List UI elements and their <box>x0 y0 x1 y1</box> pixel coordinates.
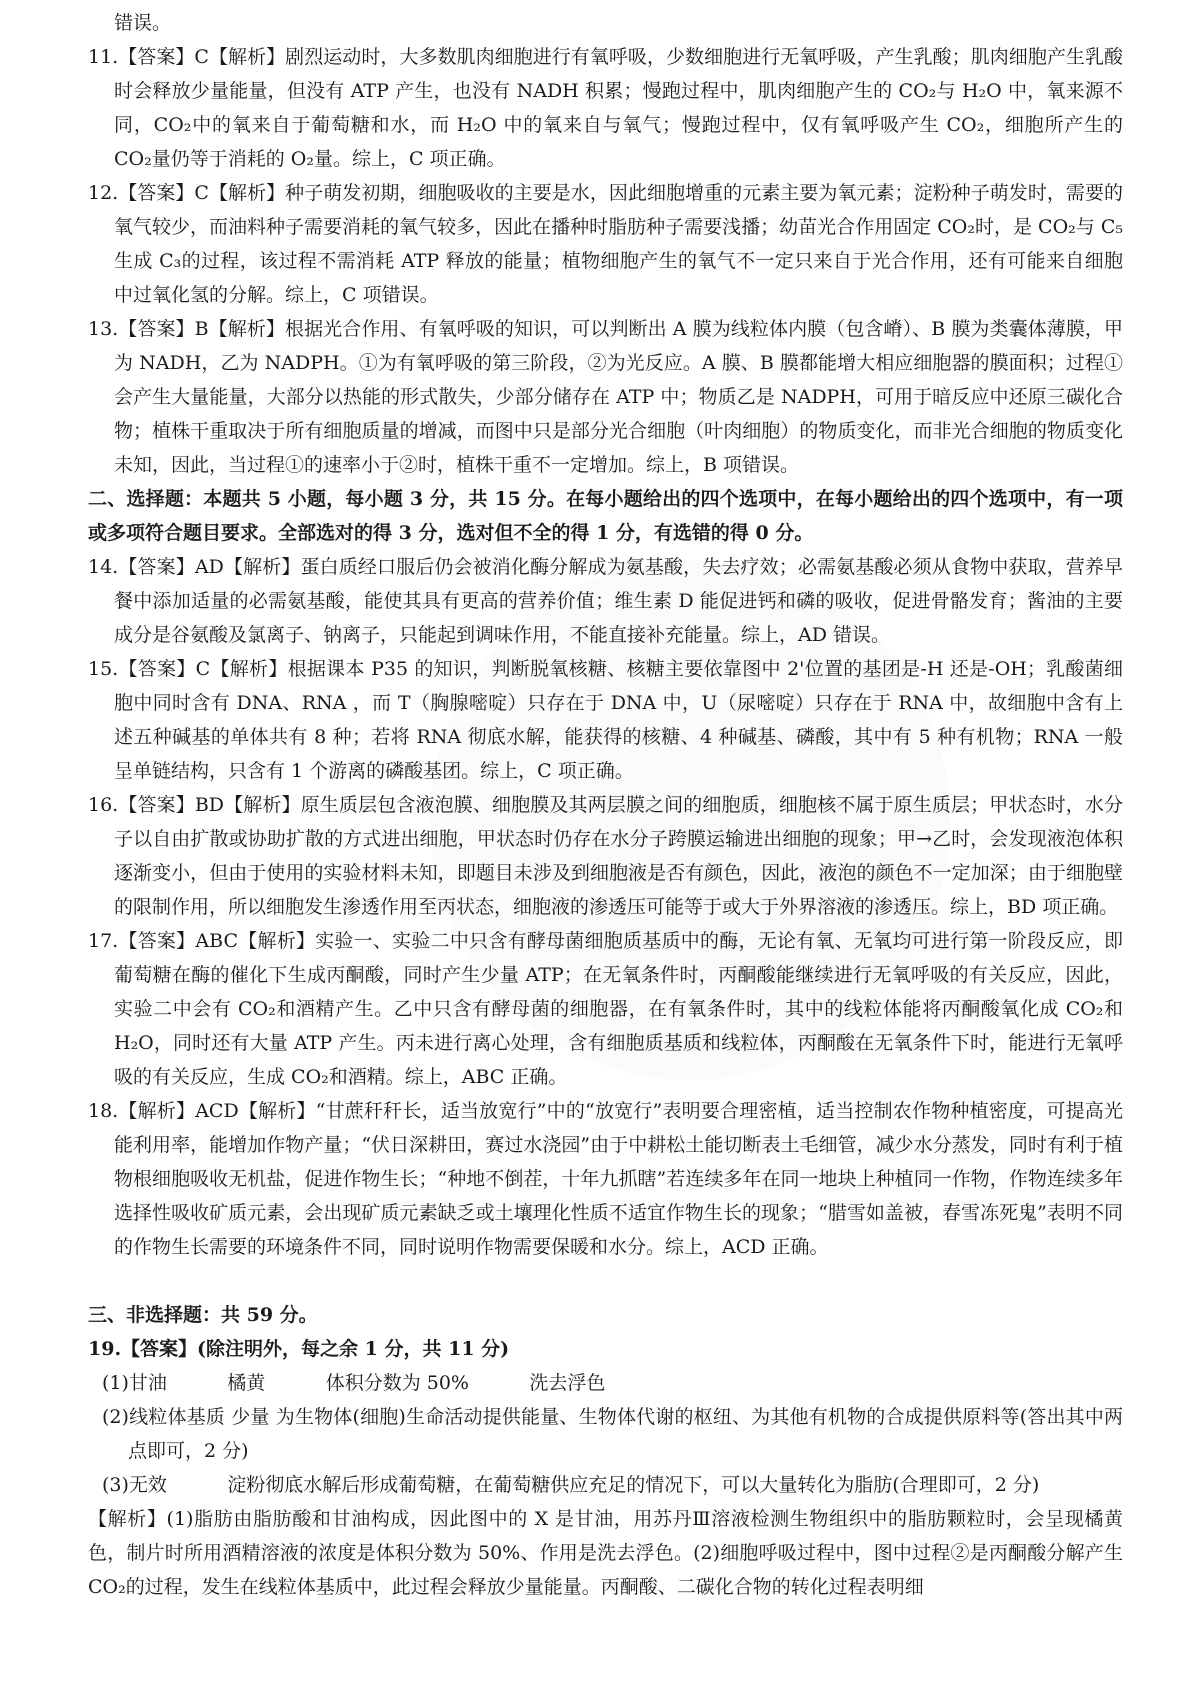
answer-19-heading: 19.【答案】(除注明外，每之余 1 分，共 11 分) <box>88 1338 510 1360</box>
answer-18: 18.【解析】ACD【解析】“甘蔗秆秆长，适当放宽行”中的“放宽行”表明要合理密植，适当控制农作物种植密度，可提高光能利用率，能增加作物产量；“伏日深耕田，赛过水浇园”由于中耕松土能切断表土毛细管，减少水分蒸发，同时有利于植物根细胞吸收无机盐，促进作物生长；“种地不倒茬，十年九抓瞎”若连续多年在同一地块上种植同一作物，作物连续多年选择性吸收矿质元素，会出现矿质元素缺乏或土壤理化性质不适宜作物生长的现象；“腊雪如盖被，春雪冻死鬼”表明不同的作物生长需要的环境条件不同，同时说明作物需要保暖和水分。综上，ACD 正确。 <box>88 1100 1123 1258</box>
continuation-line: 错误。 <box>114 12 172 34</box>
answer-19-part-3: (3)无效 淀粉彻底水解后形成葡萄糖，在葡萄糖供应充足的情况下，可以大量转化为脂肪(合理即可，2 分) <box>102 1474 1040 1496</box>
answer-12: 12.【答案】C【解析】种子萌发初期，细胞吸收的主要是水，因此细胞增重的元素主要为氧元素；淀粉种子萌发时，需要的氧气较少，而油料种子需要消耗的氧气较多，因此在播种时脂肪种子需要浅播；幼苗光合作用固定 CO₂时，是 CO₂与 C₅生成 C₃的过程，该过程不需消耗 ATP 释放的能量；植物细胞产生的氧气不一定只来自于光合作用，还有可能来自细胞中过氧化氢的分解。综上，C 项错误。 <box>88 182 1123 306</box>
section-2-heading: 二、选择题：本题共 5 小题，每小题 3 分，共 15 分。在每小题给出的四个选项中，在每小题给出的四个选项中，有一项或多项符合题目要求。全部选对的得 3 分，选对但不全的得 1 分，有选错的得 0 分。 <box>88 488 1123 544</box>
answer-14: 14.【答案】AD【解析】蛋白质经口服后仍会被消化酶分解成为氨基酸，失去疗效；必需氨基酸必须从食物中获取，营养早餐中添加适量的必需氨基酸，能使其具有更高的营养价值；维生素 D 能促进钙和磷的吸收，促进骨骼发育；酱油的主要成分是谷氨酸及氯离子、钠离子，只能起到调味作用，不能直接补充能量。综上，AD 错误。 <box>88 556 1123 646</box>
answer-15: 15.【答案】C【解析】根据课本 P35 的知识，判断脱氧核糖、核糖主要依靠图中 2'位置的基团是-H 还是-OH；乳酸菌细胞中同时含有 DNA、RNA ，而 T（胸腺嘧啶）只存在于 DNA 中，U（尿嘧啶）只存在于 RNA 中，故细胞中含有上述五种碱基的单体共有 8 种；若将 RNA 彻底水解，能获得的核糖、4 种碱基、磷酸，其中有 5 种有机物；RNA 一般呈单链结构，只含有 1 个游离的磷酸基团。综上，C 项正确。 <box>88 658 1123 782</box>
section-3-heading: 三、非选择题：共 59 分。 <box>88 1304 318 1326</box>
answer-19-part-1: (1)甘油 橘黄 体积分数为 50% 洗去浮色 <box>102 1372 606 1394</box>
answer-11: 11.【答案】C【解析】剧烈运动时，大多数肌肉细胞进行有氧呼吸，少数细胞进行无氧呼吸，产生乳酸；肌肉细胞产生乳酸时会释放少量能量，但没有 ATP 产生，也没有 NADH 积累；慢跑过程中，肌肉细胞产生的 CO₂与 H₂O 中，氧来源不同，CO₂中的氧来自于葡萄糖和水，而 H₂O 中的氧来自与氧气；慢跑过程中，仅有氧呼吸产生 CO₂，细胞所产生的 CO₂量仍等于消耗的 O₂量。综上，C 项正确。 <box>88 46 1123 170</box>
answer-19-part-2: (2)线粒体基质 少量 为生物体(细胞)生命活动提供能量、生物体代谢的枢纽、为其他有机物的合成提供原料等(答出其中两点即可，2 分) <box>102 1406 1123 1462</box>
spacer <box>88 1264 1123 1298</box>
answer-16: 16.【答案】BD【解析】原生质层包含液泡膜、细胞膜及其两层膜之间的细胞质，细胞核不属于原生质层；甲状态时，水分子以自由扩散或协助扩散的方式进出细胞，甲状态时仍存在水分子跨膜运输进出细胞的现象；甲→乙时，会发现液泡体积逐渐变小，但由于使用的实验材料未知，即题目未涉及到细胞液是否有颜色，因此，液泡的颜色不一定加深；由于细胞壁的限制作用，所以细胞发生渗透作用至丙状态，细胞液的渗透压可能等于或大于外界溶液的渗透压。综上，BD 项正确。 <box>88 794 1123 918</box>
answer-13: 13.【答案】B【解析】根据光合作用、有氧呼吸的知识，可以判断出 A 膜为线粒体内膜（包含嵴）、B 膜为类囊体薄膜，甲为 NADH，乙为 NADPH。①为有氧呼吸的第三阶段，②为光反应。A 膜、B 膜都能增大相应细胞器的膜面积；过程①会产生大量能量，大部分以热能的形式散失，少部分储存在 ATP 中；物质乙是 NADPH，可用于暗反应中还原三碳化合物；植株干重取决于所有细胞质量的增减，而图中只是部分光合细胞（叶肉细胞）的物质变化，而非光合细胞的物质变化未知，因此，当过程①的速率小于②时，植株干重不一定增加。综上，B 项错误。 <box>88 318 1123 476</box>
answer-19-explanation: 【解析】(1)脂肪由脂肪酸和甘油构成，因此图中的 X 是甘油，用苏丹Ⅲ溶液检测生物组织中的脂肪颗粒时，会呈现橘黄色，制片时所用酒精溶液的浓度是体积分数为 50%、作用是洗去浮色。(2)细胞呼吸过程中，图中过程②是丙酮酸分解产生 CO₂的过程，发生在线粒体基质中，此过程会释放少量能量。丙酮酸、二碳化合物的转化过程表明细 <box>88 1508 1123 1598</box>
page-content <box>88 6 1123 1604</box>
answer-17: 17.【答案】ABC【解析】实验一、实验二中只含有酵母菌细胞质基质中的酶，无论有氧、无氧均可进行第一阶段反应，即葡萄糖在酶的催化下生成丙酮酸，同时产生少量 ATP；在无氧条件时，丙酮酸能继续进行无氧呼吸的有关反应，因此，实验二中会有 CO₂和酒精产生。乙中只含有酵母菌的细胞器，在有氧条件时，其中的线粒体能将丙酮酸氧化成 CO₂和 H₂O，同时还有大量 ATP 产生。丙未进行离心处理，含有细胞质基质和线粒体，丙酮酸在无氧条件下时，能进行无氧呼吸的有关反应，生成 CO₂和酒精。综上，ABC 正确。 <box>88 930 1123 1088</box>
